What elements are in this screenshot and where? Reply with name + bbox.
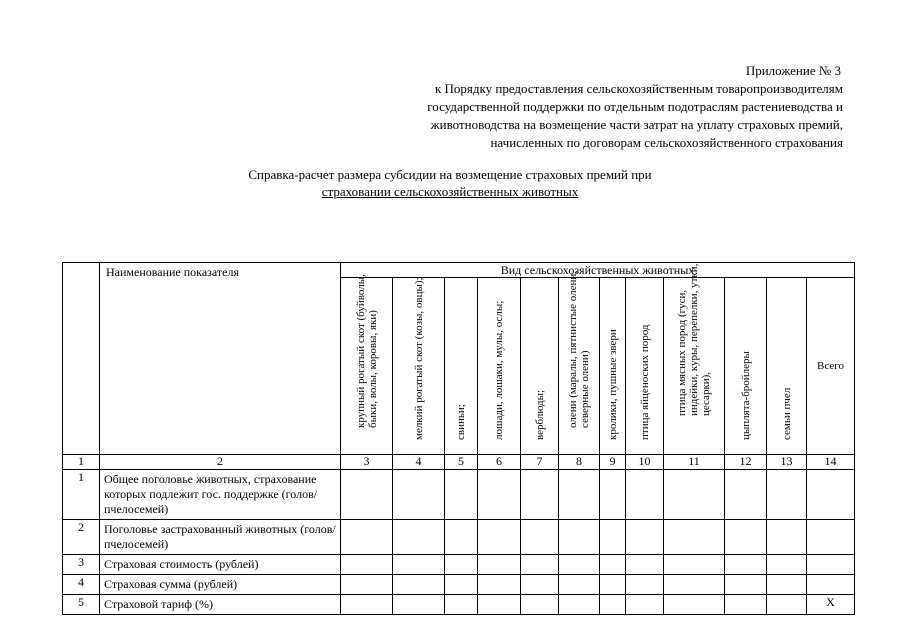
value-cell[interactable] bbox=[478, 575, 521, 595]
value-cell[interactable] bbox=[600, 520, 626, 555]
value-cell[interactable] bbox=[664, 595, 725, 615]
value-cell[interactable] bbox=[725, 555, 767, 575]
value-cell[interactable] bbox=[478, 555, 521, 575]
title-line-underlined: страховании сельскохозяйственных животных bbox=[321, 184, 579, 199]
column-number: 10 bbox=[626, 455, 664, 470]
value-cell[interactable] bbox=[725, 470, 767, 520]
animal-label: птица мясных пород (гуси, индейки, куры, перепелки, утки, цесарки), bbox=[676, 263, 712, 416]
value-cell[interactable] bbox=[478, 520, 521, 555]
animal-label: лошади, лошаки, мулы, ослы; bbox=[493, 300, 505, 440]
total-cell[interactable] bbox=[807, 470, 855, 520]
value-cell[interactable] bbox=[445, 595, 478, 615]
animal-column-header bbox=[521, 278, 559, 455]
appendix-line: к Порядку предоставления сельскохозяйственным товаропроизводителям bbox=[434, 81, 843, 96]
animal-column-header bbox=[445, 278, 478, 455]
column-number: 11 bbox=[664, 455, 725, 470]
value-cell[interactable] bbox=[559, 470, 600, 520]
value-cell[interactable] bbox=[445, 555, 478, 575]
value-cell[interactable] bbox=[478, 470, 521, 520]
value-cell[interactable] bbox=[478, 595, 521, 615]
row-number: 5 bbox=[63, 595, 100, 615]
value-cell[interactable] bbox=[767, 595, 807, 615]
total-cell[interactable] bbox=[807, 555, 855, 575]
animal-label: птица яйценоских пород bbox=[638, 324, 651, 440]
row-number: 4 bbox=[63, 575, 100, 595]
value-cell[interactable] bbox=[341, 520, 393, 555]
value-cell[interactable] bbox=[626, 575, 664, 595]
value-cell[interactable] bbox=[664, 555, 725, 575]
column-number: 13 bbox=[767, 455, 807, 470]
animal-column-header bbox=[664, 263, 725, 455]
animal-label: мелкий рогатый скот (козы, овцы); bbox=[412, 277, 425, 440]
row-number: 2 bbox=[63, 520, 100, 555]
value-cell[interactable] bbox=[767, 575, 807, 595]
total-cell[interactable]: X bbox=[807, 595, 855, 615]
value-cell[interactable] bbox=[559, 520, 600, 555]
value-cell[interactable] bbox=[767, 470, 807, 520]
column-number: 2 bbox=[100, 455, 341, 470]
header-corner-cell bbox=[63, 263, 100, 455]
row-label: Страховой тариф (%) bbox=[100, 595, 341, 615]
header-animal-kind: Вид сельскохозяйственных животных bbox=[341, 263, 855, 278]
value-cell[interactable] bbox=[600, 555, 626, 575]
title-line: Справка-расчет размера субсидии на возмещение страховых премий при bbox=[248, 167, 652, 182]
value-cell[interactable] bbox=[767, 555, 807, 575]
row-number: 1 bbox=[63, 470, 100, 520]
animal-column-header bbox=[393, 278, 445, 455]
appendix-header bbox=[283, 62, 843, 152]
value-cell[interactable] bbox=[445, 520, 478, 555]
animal-label: свиньи; bbox=[455, 404, 467, 440]
animal-column-header bbox=[478, 278, 521, 455]
value-cell[interactable] bbox=[600, 470, 626, 520]
animal-column-header bbox=[341, 274, 393, 455]
animal-column-header bbox=[626, 278, 664, 455]
value-cell[interactable] bbox=[626, 595, 664, 615]
value-cell[interactable] bbox=[559, 595, 600, 615]
value-cell[interactable] bbox=[393, 595, 445, 615]
animal-label: верблюды; bbox=[533, 389, 546, 440]
value-cell[interactable] bbox=[725, 575, 767, 595]
value-cell[interactable] bbox=[521, 470, 559, 520]
animal-label: семьи пчел bbox=[780, 387, 793, 440]
value-cell[interactable] bbox=[521, 520, 559, 555]
value-cell[interactable] bbox=[341, 595, 393, 615]
animal-label: кролики, пушные звери bbox=[606, 329, 619, 440]
column-number: 4 bbox=[393, 455, 445, 470]
appendix-line: животноводства на возмещение части затрат на уплату страховых премий, bbox=[430, 117, 843, 132]
appendix-number: Приложение № 3 bbox=[745, 63, 841, 78]
table-row bbox=[63, 595, 855, 615]
value-cell[interactable] bbox=[767, 520, 807, 555]
value-cell[interactable] bbox=[341, 555, 393, 575]
column-number: 5 bbox=[445, 455, 478, 470]
value-cell[interactable] bbox=[725, 520, 767, 555]
table-row bbox=[63, 520, 855, 555]
appendix-line: государственной поддержки по отдельным подотраслям растениеводства и bbox=[427, 99, 843, 114]
value-cell[interactable] bbox=[725, 595, 767, 615]
value-cell[interactable] bbox=[521, 555, 559, 575]
animal-column-header bbox=[767, 278, 807, 455]
animal-label: крупный рогатый скот (буйволы, быки, волы, коровы, яки) bbox=[354, 274, 379, 428]
row-label: Поголовье застрахованный животных (голов/пчелосемей) bbox=[100, 520, 341, 555]
column-number: 1 bbox=[63, 455, 100, 470]
value-cell[interactable] bbox=[341, 470, 393, 520]
total-cell[interactable] bbox=[807, 520, 855, 555]
column-number: 3 bbox=[341, 455, 393, 470]
column-number: 14 bbox=[807, 455, 855, 470]
column-number: 12 bbox=[725, 455, 767, 470]
column-number: 8 bbox=[559, 455, 600, 470]
value-cell[interactable] bbox=[664, 470, 725, 520]
subsidy-table bbox=[62, 262, 855, 615]
table-row bbox=[63, 555, 855, 575]
column-number: 7 bbox=[521, 455, 559, 470]
value-cell[interactable] bbox=[626, 470, 664, 520]
value-cell[interactable] bbox=[664, 575, 725, 595]
total-cell[interactable] bbox=[807, 575, 855, 595]
animal-column-header bbox=[559, 270, 600, 455]
animal-label: цыплята-бройлеры bbox=[739, 351, 752, 440]
value-cell[interactable] bbox=[393, 470, 445, 520]
value-cell[interactable] bbox=[393, 520, 445, 555]
value-cell[interactable] bbox=[393, 555, 445, 575]
value-cell[interactable] bbox=[600, 595, 626, 615]
value-cell[interactable] bbox=[445, 575, 478, 595]
value-cell[interactable] bbox=[559, 575, 600, 595]
row-number: 3 bbox=[63, 555, 100, 575]
value-cell[interactable] bbox=[664, 520, 725, 555]
value-cell[interactable] bbox=[626, 555, 664, 575]
value-cell[interactable] bbox=[445, 470, 478, 520]
value-cell[interactable] bbox=[521, 595, 559, 615]
animal-column-header bbox=[725, 278, 767, 455]
row-label: Общее поголовье животных, страхование которых подлежит гос. поддержке (голов/пчелосемей) bbox=[100, 470, 341, 520]
value-cell[interactable] bbox=[600, 575, 626, 595]
value-cell[interactable] bbox=[626, 520, 664, 555]
value-cell[interactable] bbox=[393, 575, 445, 595]
document-title bbox=[150, 166, 750, 200]
value-cell[interactable] bbox=[559, 555, 600, 575]
value-cell[interactable] bbox=[521, 575, 559, 595]
column-number: 9 bbox=[600, 455, 626, 470]
animal-label: олени (маралы, пятнистые олени, северные олени) bbox=[567, 270, 591, 428]
row-label: Страховая сумма (рублей) bbox=[100, 575, 341, 595]
column-number: 6 bbox=[478, 455, 521, 470]
total-column-header: Всего bbox=[807, 278, 855, 455]
table-row bbox=[63, 470, 855, 520]
appendix-line: начисленных по договорам сельскохозяйственного страхования bbox=[490, 135, 843, 150]
value-cell[interactable] bbox=[341, 575, 393, 595]
animal-column-header bbox=[600, 278, 626, 455]
table-row bbox=[63, 575, 855, 595]
row-label: Страховая стоимость (рублей) bbox=[100, 555, 341, 575]
header-indicator-name: Наименование показателя bbox=[100, 263, 341, 455]
